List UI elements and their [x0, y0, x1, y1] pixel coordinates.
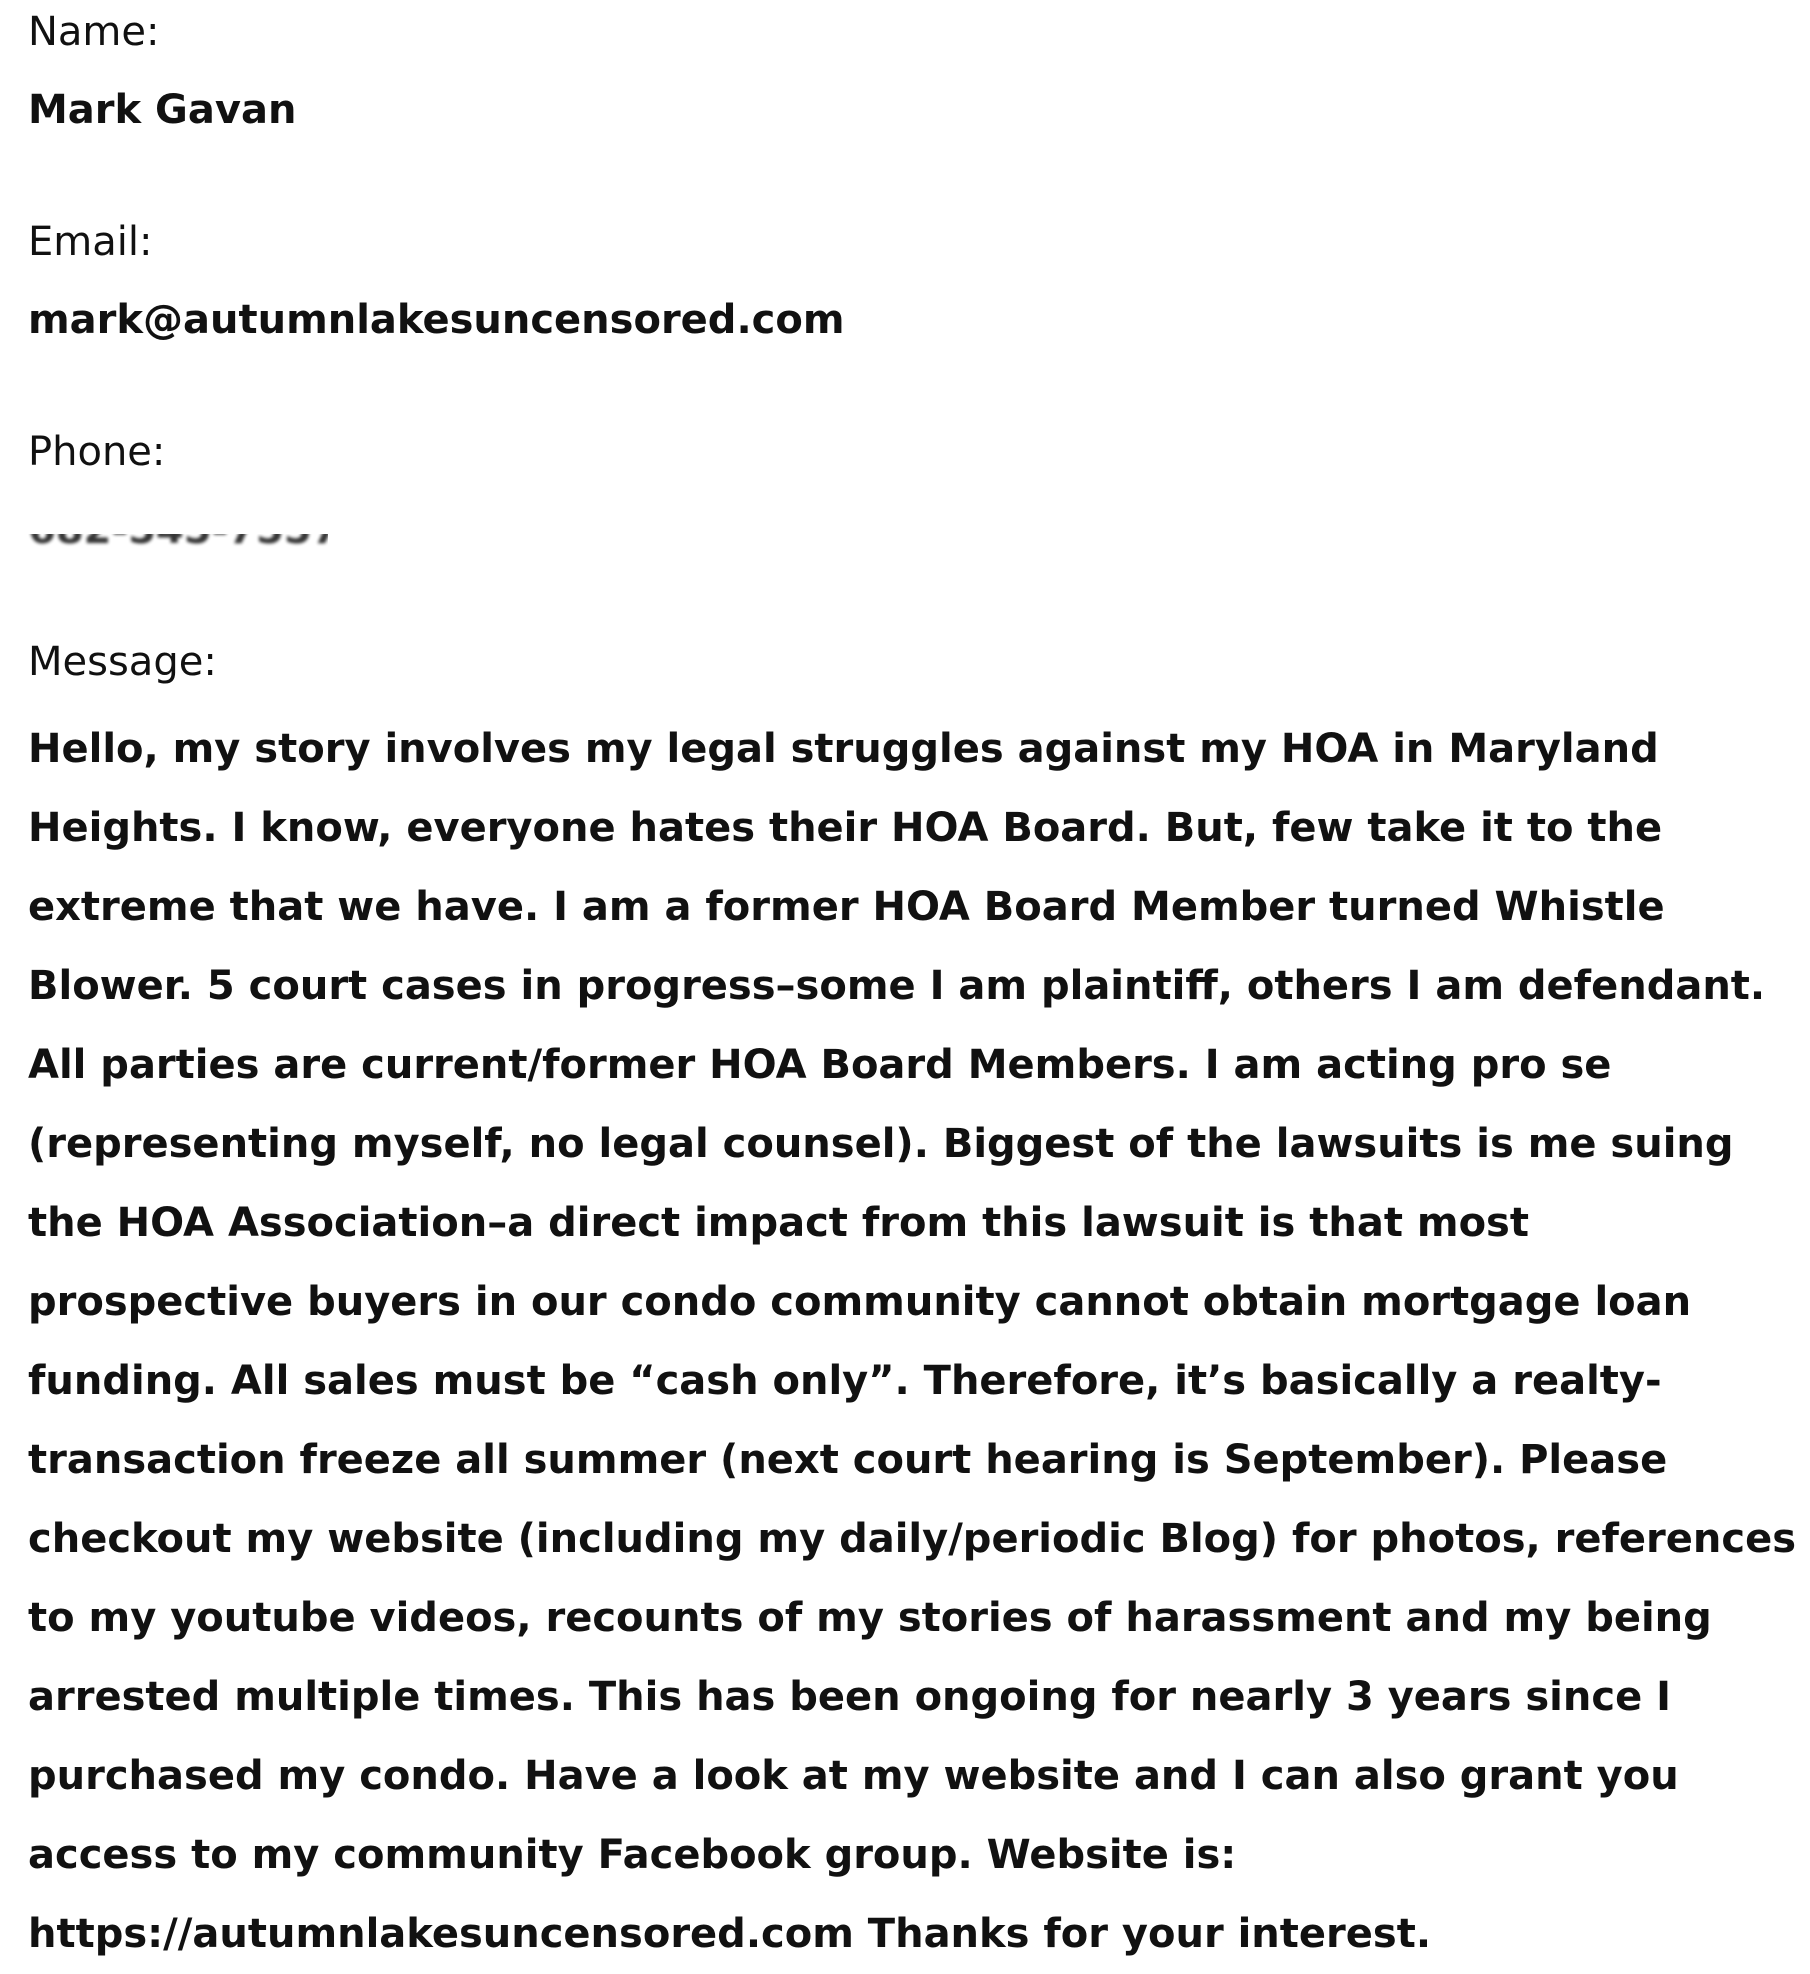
- email-label: Email:: [28, 219, 153, 265]
- phone-label: Phone:: [28, 429, 166, 475]
- phone-value-redacted: [28, 510, 328, 560]
- email-value: mark@autumnlakesuncensored.com: [28, 297, 845, 343]
- redaction-mask: [28, 510, 328, 534]
- message-label: Message:: [28, 639, 217, 685]
- name-value: Mark Gavan: [28, 87, 297, 133]
- name-label: Name:: [28, 9, 160, 55]
- message-body: Hello, my story involves my legal struggles against my HOA in Maryland Heights. I know, everyone hates their HOA Board. But, few take it to the extreme that we have. I am a former HOA Board Member turned Whistle Blower. 5 court cases in progress–some I am plaintiff, others I am defendant. All parties are current/former HOA Board Members. I am acting pro se (representing myself, no legal counsel). Biggest of the lawsuits is me suing the HOA Association–a direct impact from this lawsuit is that most prospective buyers in our condo community cannot obtain mortgage loan funding. All sales must be “cash only”. Therefore, it’s basically a realty-transaction freeze all summer (next court hearing is September). Please checkout my website (including my daily/periodic Blog) for photos, references to my youtube videos, recounts of my stories of harassment and my being arrested multiple times. This has been ongoing for nearly 3 years since I purchased my condo. Have a look at my website and I can also grant you access to my community Facebook group. Website is: https://autumnlakesuncensored.com Thanks for your interest.: [28, 726, 1797, 1957]
